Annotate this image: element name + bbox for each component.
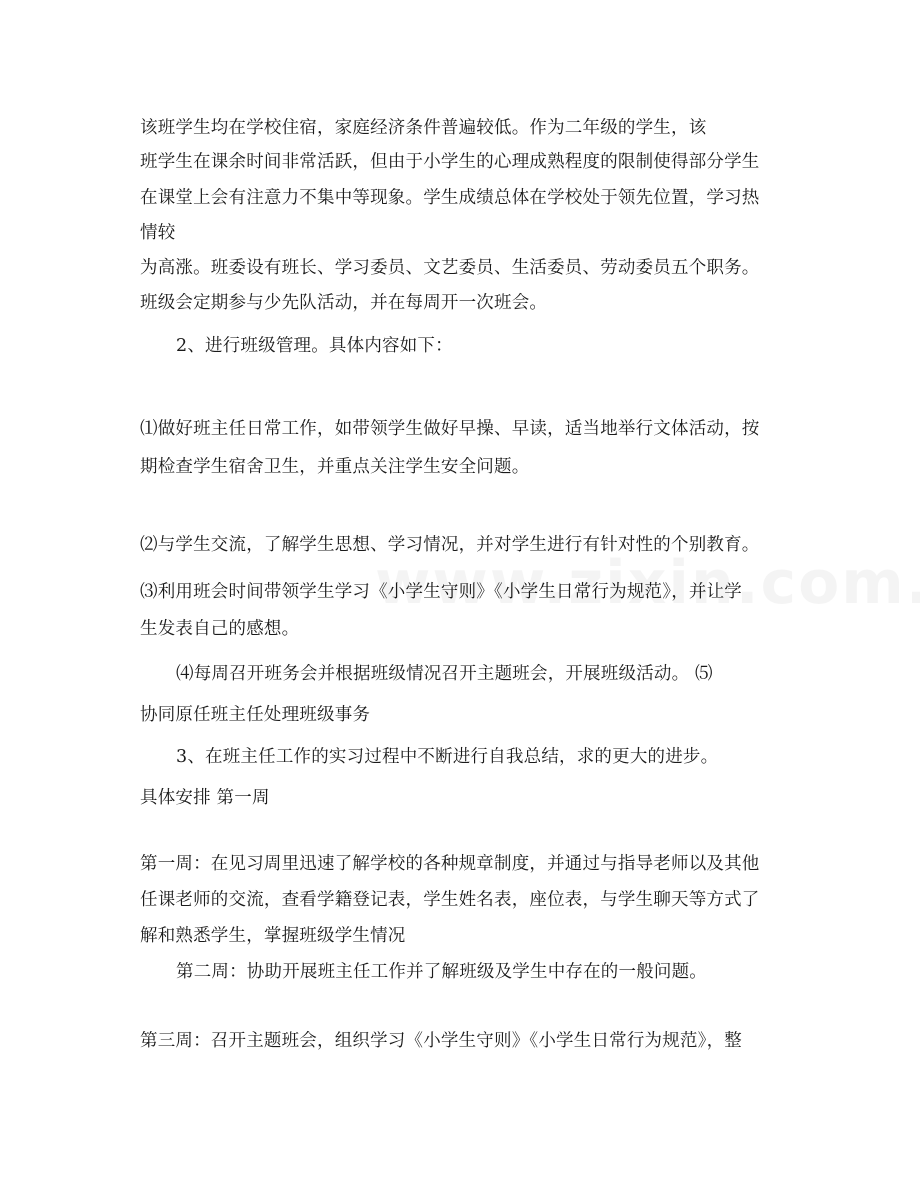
list-item: ⑷每周召开班务会并根据班级情况召开主题班会，开展班级活动。 ⑸ — [176, 664, 713, 684]
text-line: 第三周：召开主题班会，组织学习《小学生守则》《小学生日常行为规范》，整 — [140, 1031, 742, 1051]
section-heading: 3、在班主任工作的实习过程中不断进行自我总结，求的更大的进步。 — [176, 747, 719, 767]
text-line: 班级会定期参与少先队活动，并在每周开一次班会。 — [140, 293, 548, 313]
list-item: ⑵与学生交流，了解学生思想、学习情况，并对学生进行有针对性的个别教育。 — [140, 535, 760, 555]
text-line: 协同原任班主任处理班级事务 — [140, 705, 371, 725]
section-heading: 2、进行班级管理。具体内容如下： — [176, 336, 453, 356]
text-line: 班学生在课余时间非常活跃，但由于小学生的心理成熟程度的限制使得部分学生 — [140, 152, 760, 172]
list-item: ⑶利用班会时间带领学生学习《小学生守则》《小学生日常行为规范》，并让学 — [140, 582, 742, 602]
text-line: 为高涨。班委设有班长、学习委员、文艺委员、生活委员、劳动委员五个职务。 — [140, 258, 760, 278]
text-line: 在课堂上会有注意力不集中等现象。学生成绩总体在学校处于领先位置，学习热 — [140, 188, 760, 208]
text-line: 具体安排 第一周 — [140, 788, 270, 808]
text-line: 情较 — [140, 223, 176, 243]
text-line: 该班学生均在学校住宿，家庭经济条件普遍较低。作为二年级的学生，该 — [140, 118, 707, 138]
text-line: 任课老师的交流，查看学籍登记表，学生姓名表，座位表，与学生聊天等方式了 — [140, 890, 760, 910]
text-line: 生发表自己的感想。 — [140, 619, 300, 639]
list-item: ⑴做好班主任日常工作，如带领学生做好早操、早读，适当地举行文体活动，按 — [140, 419, 760, 439]
text-line: 期检查学生宿舍卫生，并重点关注学生安全问题。 — [140, 457, 530, 477]
text-line: 第一周：在见习周里迅速了解学校的各种规章制度，并通过与指导老师以及其他 — [140, 854, 760, 874]
text-line: 解和熟悉学生，掌握班级学生情况 — [140, 926, 406, 946]
text-line: 第二周：协助开展班主任工作并了解班级及学生中存在的一般问题。 — [176, 962, 707, 982]
